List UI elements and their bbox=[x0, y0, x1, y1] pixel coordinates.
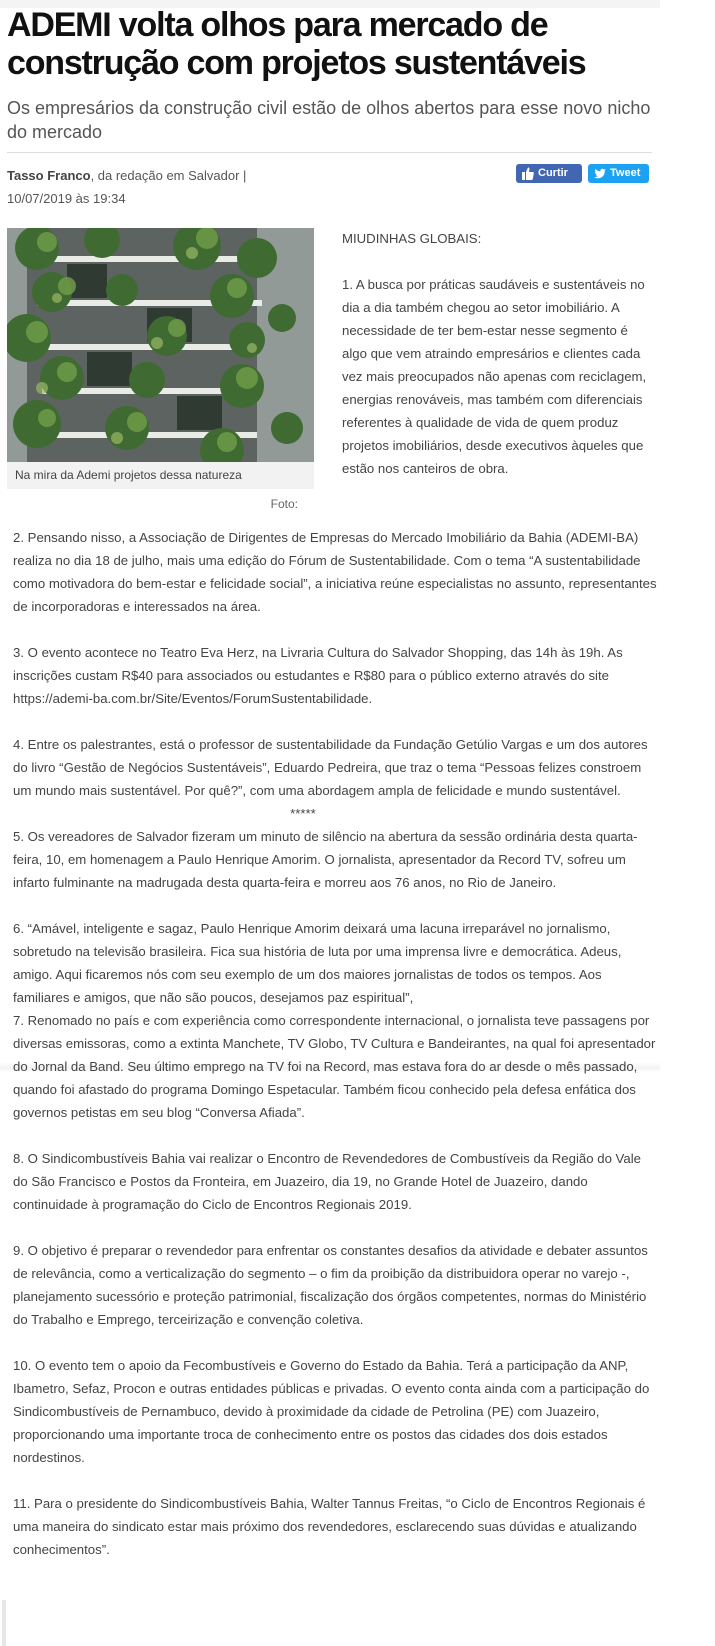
article-subtitle: Os empresários da construção civil estão de olhos abertos para esse novo nicho do mercado bbox=[7, 98, 651, 142]
paragraph-11: 11. Para o presidente do Sindicombustíveis Bahia, Walter Tannus Freitas, “o Ciclo de Encontros Regionais é uma maneira do sindicato estar mais próximo dos revendedores, esclarecendo suas dúvidas e atualizando conhecimentos”. bbox=[13, 1496, 646, 1557]
photo-caption: Na mira da Ademi projetos dessa natureza bbox=[7, 462, 314, 489]
twitter-bird-icon bbox=[594, 167, 606, 180]
paragraph-4: 4. Entre os palestrantes, está o professor de sustentabilidade da Fundação Getúlio Vargas e um dos autores do livro “Gestão de Negócios Sustentáveis”, Eduardo Pedreira, que traz o tema “Pessoas felizes constroem um mundo mais sustentável. Por quê?”, com uma abordagem ampla de felicidade e mundo sustentável. bbox=[13, 737, 648, 798]
paragraph-3: 3. O evento acontece no Teatro Eva Herz, na Livraria Cultura do Salvador Shopping, das 14h às 19h. As inscrições custam R$40 para associados ou estudantes e R$80 para o público externo através do site https://ademi-ba.com.br/Site/Eventos/ForumSustentabilidade. bbox=[13, 645, 623, 706]
building-photo[interactable] bbox=[7, 228, 314, 462]
article-figure bbox=[7, 228, 314, 511]
byline bbox=[7, 164, 287, 210]
photo-credit: Foto: bbox=[270, 497, 298, 511]
paragraph-9: 9. O objetivo é preparar o revendedor para enfrentar os constantes desafios da atividade e debater assuntos de relevância, como a verticalização do segmento – o fim da proibição da distribuidora operar no varejo -, planejamento sucessório e proteção patrimonial, fiscalização dos órgãos competentes, normas do Ministério do Trabalho e Emprego, terceirização e convenção coletiva. bbox=[13, 1243, 648, 1327]
header-divider bbox=[7, 152, 652, 153]
paragraph-6: 6. “Amável, inteligente e sagaz, Paulo Henrique Amorim deixará uma lacuna irreparável no jornalismo, sobretudo na televisão brasileira. Fica sua história de luta por uma imprensa livre e democrática. Adeus, amigo. Aqui ficaremos nós com seu exemplo de um dos maiores jornalistas de todos os tempos. Aos familiares e amigos, que não são poucos, desejamos paz espiritual”, bbox=[13, 921, 622, 1005]
publish-date: 10/07/2019 às 19:34 bbox=[7, 191, 126, 206]
paragraph-1: 1. A busca por práticas saudáveis e sustentáveis no dia a dia também chegou ao setor imobiliário. A necessidade de ter bem-estar nesse segmento é algo que vem atraindo empresários e clientes cada vez mais preocupados não apenas com reciclagem, energias renováveis, mas também com diferenciais referentes à qualidade de vida de quem produz projetos imobiliários, desde executivos àqueles que estão nos canteiros de obra. bbox=[342, 277, 647, 476]
facebook-like-button[interactable] bbox=[516, 164, 582, 198]
byline-location: , da redação em Salvador | bbox=[90, 168, 247, 183]
paragraph-7: 7. Renomado no país e com experiência como correspondente internacional, o jornalista teve passagens por diversas emissoras, como a extinta Manchete, TV Globo, TV Cultura e Bandeirantes, na qual foi apresentador do Jornal da Band. Seu último emprego na TV foi na Record, mas estava fora do ar desde o mês passado, quando foi afastado do programa Domingo Espetacular. Também ficou conhecido pela defesa enfática dos governos petistas em seu blog “Conversa Afiada”. bbox=[13, 1013, 656, 1120]
tweet-button[interactable] bbox=[588, 164, 649, 183]
section-heading: MIUDINHAS GLOBAIS: bbox=[342, 231, 482, 246]
sidebar-text bbox=[342, 227, 652, 503]
article-title: ADEMI volta olhos para mercado de construção com projetos sustentáveis bbox=[7, 6, 586, 82]
paragraph-10: 10. O evento tem o apoio da Fecombustíveis e Governo do Estado da Bahia. Terá a participação da ANP, Ibametro, Sefaz, Procon e outras entidades públicas e privadas. O evento conta ainda com a participação do Sindicombustíveis de Pernambuco, devido à proximidade da cidade de Petrolina (PE) com Juazeiro, proporcionando uma importante troca de conhecimento entre os postos das cidades dos dois estados nordestinos. bbox=[13, 1358, 650, 1465]
paragraph-8: 8. O Sindicombustíveis Bahia vai realizar o Encontro de Revendedores de Combustíveis da Região do Vale do São Francisco e Postos da Fronteira, em Juazeiro, dia 19, no Grande Hotel de Juazeiro, dando continuidade à programação do Ciclo de Encontros Regionais 2019. bbox=[13, 1151, 641, 1212]
paragraph-2: 2. Pensando nisso, a Associação de Dirigentes de Empresas do Mercado Imobiliário da Bahia (ADEMI-BA) realiza no dia 18 de julho, mais uma edição do Fórum de Sustentabilidade. Com o tema “A sustentabilidade como motivadora do bem-estar e felicidade social”, a iniciativa reúne especialistas no assunto, representantes de incorporadoras e interessados na área. bbox=[13, 530, 657, 614]
quote-bar bbox=[2, 1600, 6, 1646]
author-name[interactable]: Tasso Franco bbox=[7, 168, 91, 183]
section-separator: ***** bbox=[290, 806, 316, 821]
tweet-label: Tweet bbox=[610, 167, 641, 179]
facebook-like-label: Curtir 0 bbox=[538, 167, 568, 198]
paragraph-5: 5. Os vereadores de Salvador fizeram um minuto de silêncio na abertura da sessão ordinária desta quarta-feira, 10, em homenagem a Paulo Henrique Amorim. O jornalista, apresentador da Record TV, sofreu um infarto fulminante na madrugada desta quarta-feira e morreu aos 76 anos, no Rio de Janeiro. bbox=[13, 829, 638, 890]
thumbs-up-icon bbox=[522, 167, 534, 180]
article-body bbox=[13, 526, 658, 1561]
